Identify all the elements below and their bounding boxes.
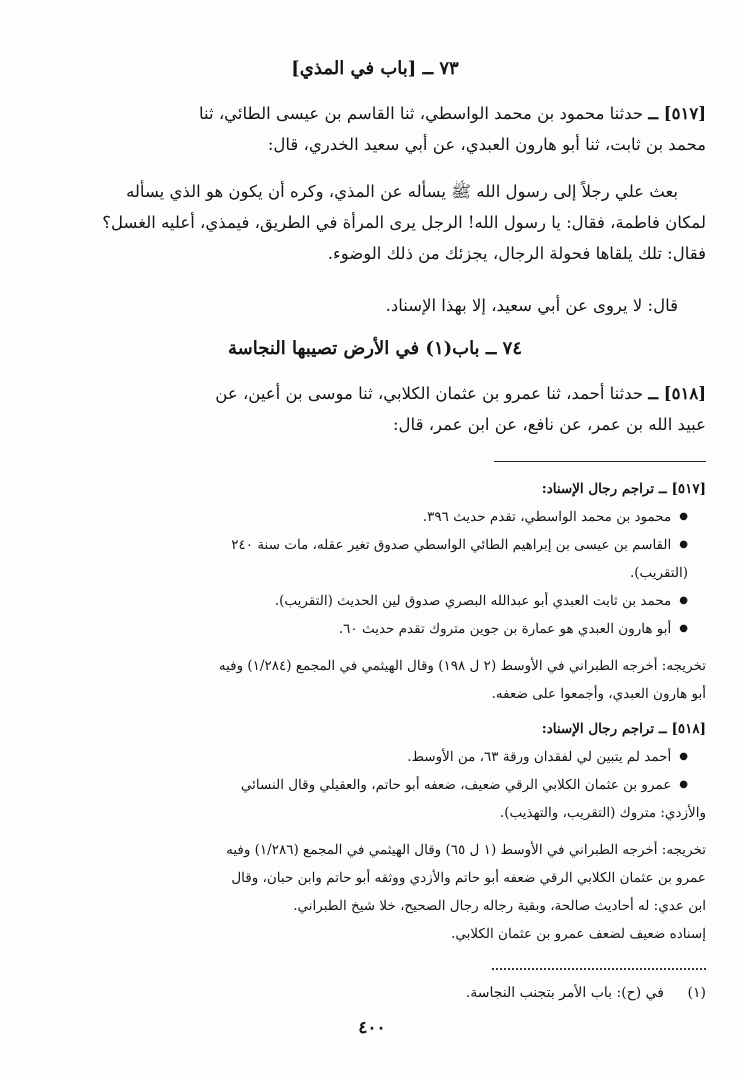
notes-517-item: ● محمد بن ثابت العبدي أبو عبدالله البصري صدوق لين الحديث (التقريب). [44, 587, 706, 615]
notes-517-title: [٥١٧] ــ تراجم رجال الإسناد: [541, 481, 706, 497]
hadith-517-isnad-1: حدثنا محمود بن محمد الواسطي، ثنا القاسم بن عيسى الطائي، ثنا [199, 104, 644, 123]
hadith-517-matn [44, 176, 706, 269]
hadith-518-isnad-1: حدثنا أحمد، ثنا عمرو بن عثمان الكلابي، ثنا موسى بن أعين، عن [215, 384, 644, 403]
hadith-517-comment-text: قال: لا يروى عن أبي سعيد، إلا بهذا الإسناد. [385, 296, 678, 315]
footnote-number: (١) [687, 985, 706, 1001]
footnote-separator [492, 968, 706, 970]
hadith-518 [44, 378, 706, 440]
notes-518-takhrij-line: ابن عدي: له أحاديث صالحة، وبقية رجاله رجال الصحيح، خلا شيخ الطبراني. [293, 898, 706, 914]
notes-518-takhrij-line: إسناده ضعيف لضعف عمرو بن عثمان الكلابي. [451, 926, 706, 942]
notes-518-takhrij-line: عمرو بن عثمان الكلابي الرقي ضعفه أبو حاتم والأزدي ووثقه أبو حاتم وابن حبان، وقال [231, 870, 706, 886]
notes-518-takhrij [44, 836, 706, 948]
hadith-517-matn-line-2: لمكان فاطمة، فقال: يا رسول الله! الرجل يرى المرأة في الطريق، فيمذي، أعليه الغسل؟ [102, 213, 706, 232]
notes-518-takhrij-line: تخريجه: أخرجه الطبراني في الأوسط (١ ل ٦٥) وقال الهيثمي في المجمع (١/٢٨٦) وفيه [226, 842, 706, 858]
footnote-text: في (ح): باب الأمر بتجنب النجاسة. [465, 985, 664, 1001]
notes-separator [494, 461, 706, 462]
notes-517-takhrij-line: أبو هارون العبدي، وأجمعوا على ضعفه. [491, 686, 706, 702]
hadith-517-comment [44, 290, 706, 321]
notes-518-item: ● عمرو بن عثمان الكلابي الرقي ضعيف، ضعفه أبو حاتم، والعقيلي وقال النسائي [44, 771, 706, 799]
notes-517-item: ● القاسم بن عيسى بن إبراهيم الطائي الواسطي صدوق تغير عقله، مات سنة ٢٤٠ [44, 531, 706, 559]
hadith-517-isnad-line-1 [44, 98, 706, 129]
footnote [44, 979, 706, 1007]
notes-518-title: [٥١٨] ــ تراجم رجال الإسناد: [541, 721, 706, 737]
notes-517-item: ● محمود بن محمد الواسطي، تقدم حديث ٣٩٦. [44, 503, 706, 531]
notes-518 [44, 715, 706, 827]
notes-517-takhrij-line: تخريجه: أخرجه الطبراني في الأوسط (٢ ل ١٩٨) وقال الهيثمي في المجمع (١/٢٨٤) وفيه [218, 658, 706, 674]
chapter-74-heading: ٧٤ ــ باب(١) في الأرض تصيبها النجاسة [228, 338, 522, 359]
notes-517-item-cont: (التقريب). [629, 565, 688, 581]
notes-518-item: ● أحمد لم يتبين لي لفقدان ورقة ٦٣، من الأوسط. [44, 743, 706, 771]
hadith-517-matn-line-1: بعث علي رجلاً إلى رسول الله ﷺ يسأله عن المذي، وكره أن يكون هو الذي يسأله [126, 182, 678, 201]
notes-517 [44, 475, 706, 643]
hadith-518-isnad-line-1 [44, 378, 706, 409]
hadith-517-ref: [٥١٧] ــ [648, 104, 706, 123]
notes-517-item: ● أبو هارون العبدي هو عمارة بن جوين متروك تقدم حديث ٦٠. [44, 615, 706, 643]
chapter-73-heading: ٧٣ ــ [باب في المذي] [291, 58, 459, 79]
notes-517-takhrij [44, 652, 706, 708]
notes-518-item-cont: والأزدي: متروك (التقريب، والتهذيب). [499, 805, 706, 821]
hadith-518-ref: [٥١٨] ــ [648, 384, 706, 403]
hadith-517-matn-line-3: فقال: تلك يلقاها فحولة الرجال، يجزئك من ذلك الوضوء. [327, 244, 706, 263]
hadith-517 [44, 98, 706, 160]
page-number: ٤٠٠ [358, 1018, 386, 1038]
hadith-517-isnad-line-2: محمد بن ثابت، ثنا أبو هارون العبدي، عن أبي سعيد الخدري، قال: [267, 135, 706, 154]
hadith-518-isnad-line-2: عبيد الله بن عمر، عن نافع، عن ابن عمر، قال: [393, 415, 706, 434]
